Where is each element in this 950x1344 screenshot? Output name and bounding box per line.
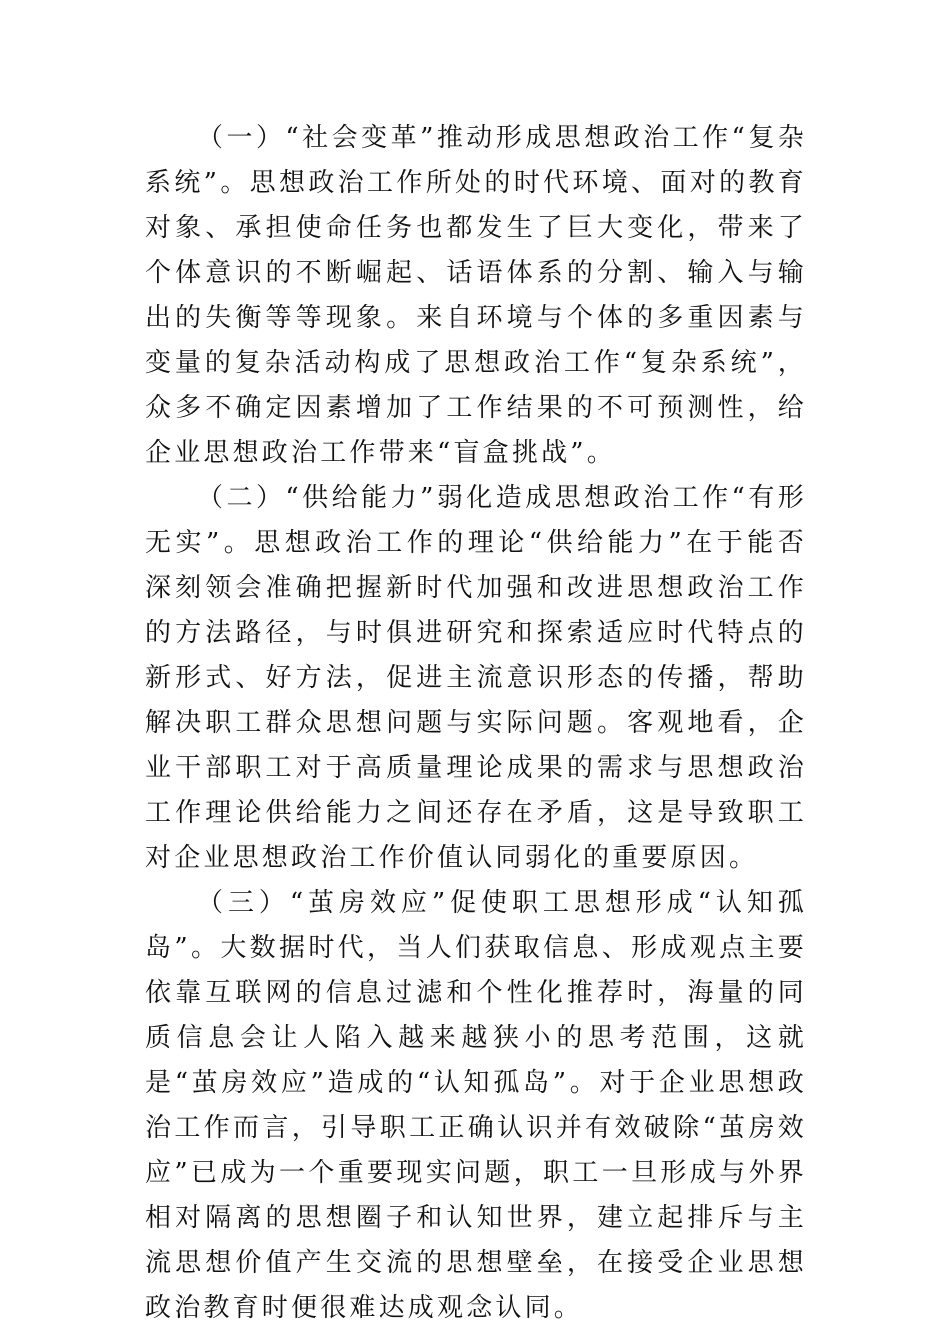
paragraph-3: （三）“茧房效应”促使职工思想形成“认知孤岛”。大数据时代，当人们获取信息、形成观点主要依靠互联网的信息过滤和个性化推荐时，海量的同质信息会让人陷入越来越狭小的思考范围，这就是“茧房效应”造成的“认知孤岛”。对于企业思想政治工作而言，引导职工正确认识并有效破除“茧房效应”已成为一个重要现实问题，职工一旦形成与外界相对隔离的思想圈子和认知世界，建立起排斥与主流思想价值产生交流的思想壁垒，在接受企业思想政治教育时便很难达成观念认同。: [145, 888, 807, 1323]
document-body: [145, 116, 807, 1331]
paragraph-1: （一）“社会变革”推动形成思想政治工作“复杂系统”。思想政治工作所处的时代环境、面对的教育对象、承担使命任务也都发生了巨大变化，带来了个体意识的不断崛起、话语体系的分割、输入与输出的失衡等等现象。来自环境与个体的多重因素与变量的复杂活动构成了思想政治工作“复杂系统”，众多不确定因素增加了工作结果的不可预测性，给企业思想政治工作带来“盲盒挑战”。: [145, 123, 807, 468]
paragraph-2: （二）“供给能力”弱化造成思想政治工作“有形无实”。思想政治工作的理论“供给能力”在于能否深刻领会准确把握新时代加强和改进思想政治工作的方法路径，与时俱进研究和探索适应时代特点的新形式、好方法，促进主流意识形态的传播，帮助解决职工群众思想问题与实际问题。客观地看，企业干部职工对于高质量理论成果的需求与思想政治工作理论供给能力之间还存在矛盾，这是导致职工对企业思想政治工作价值认同弱化的重要原因。: [145, 483, 807, 873]
